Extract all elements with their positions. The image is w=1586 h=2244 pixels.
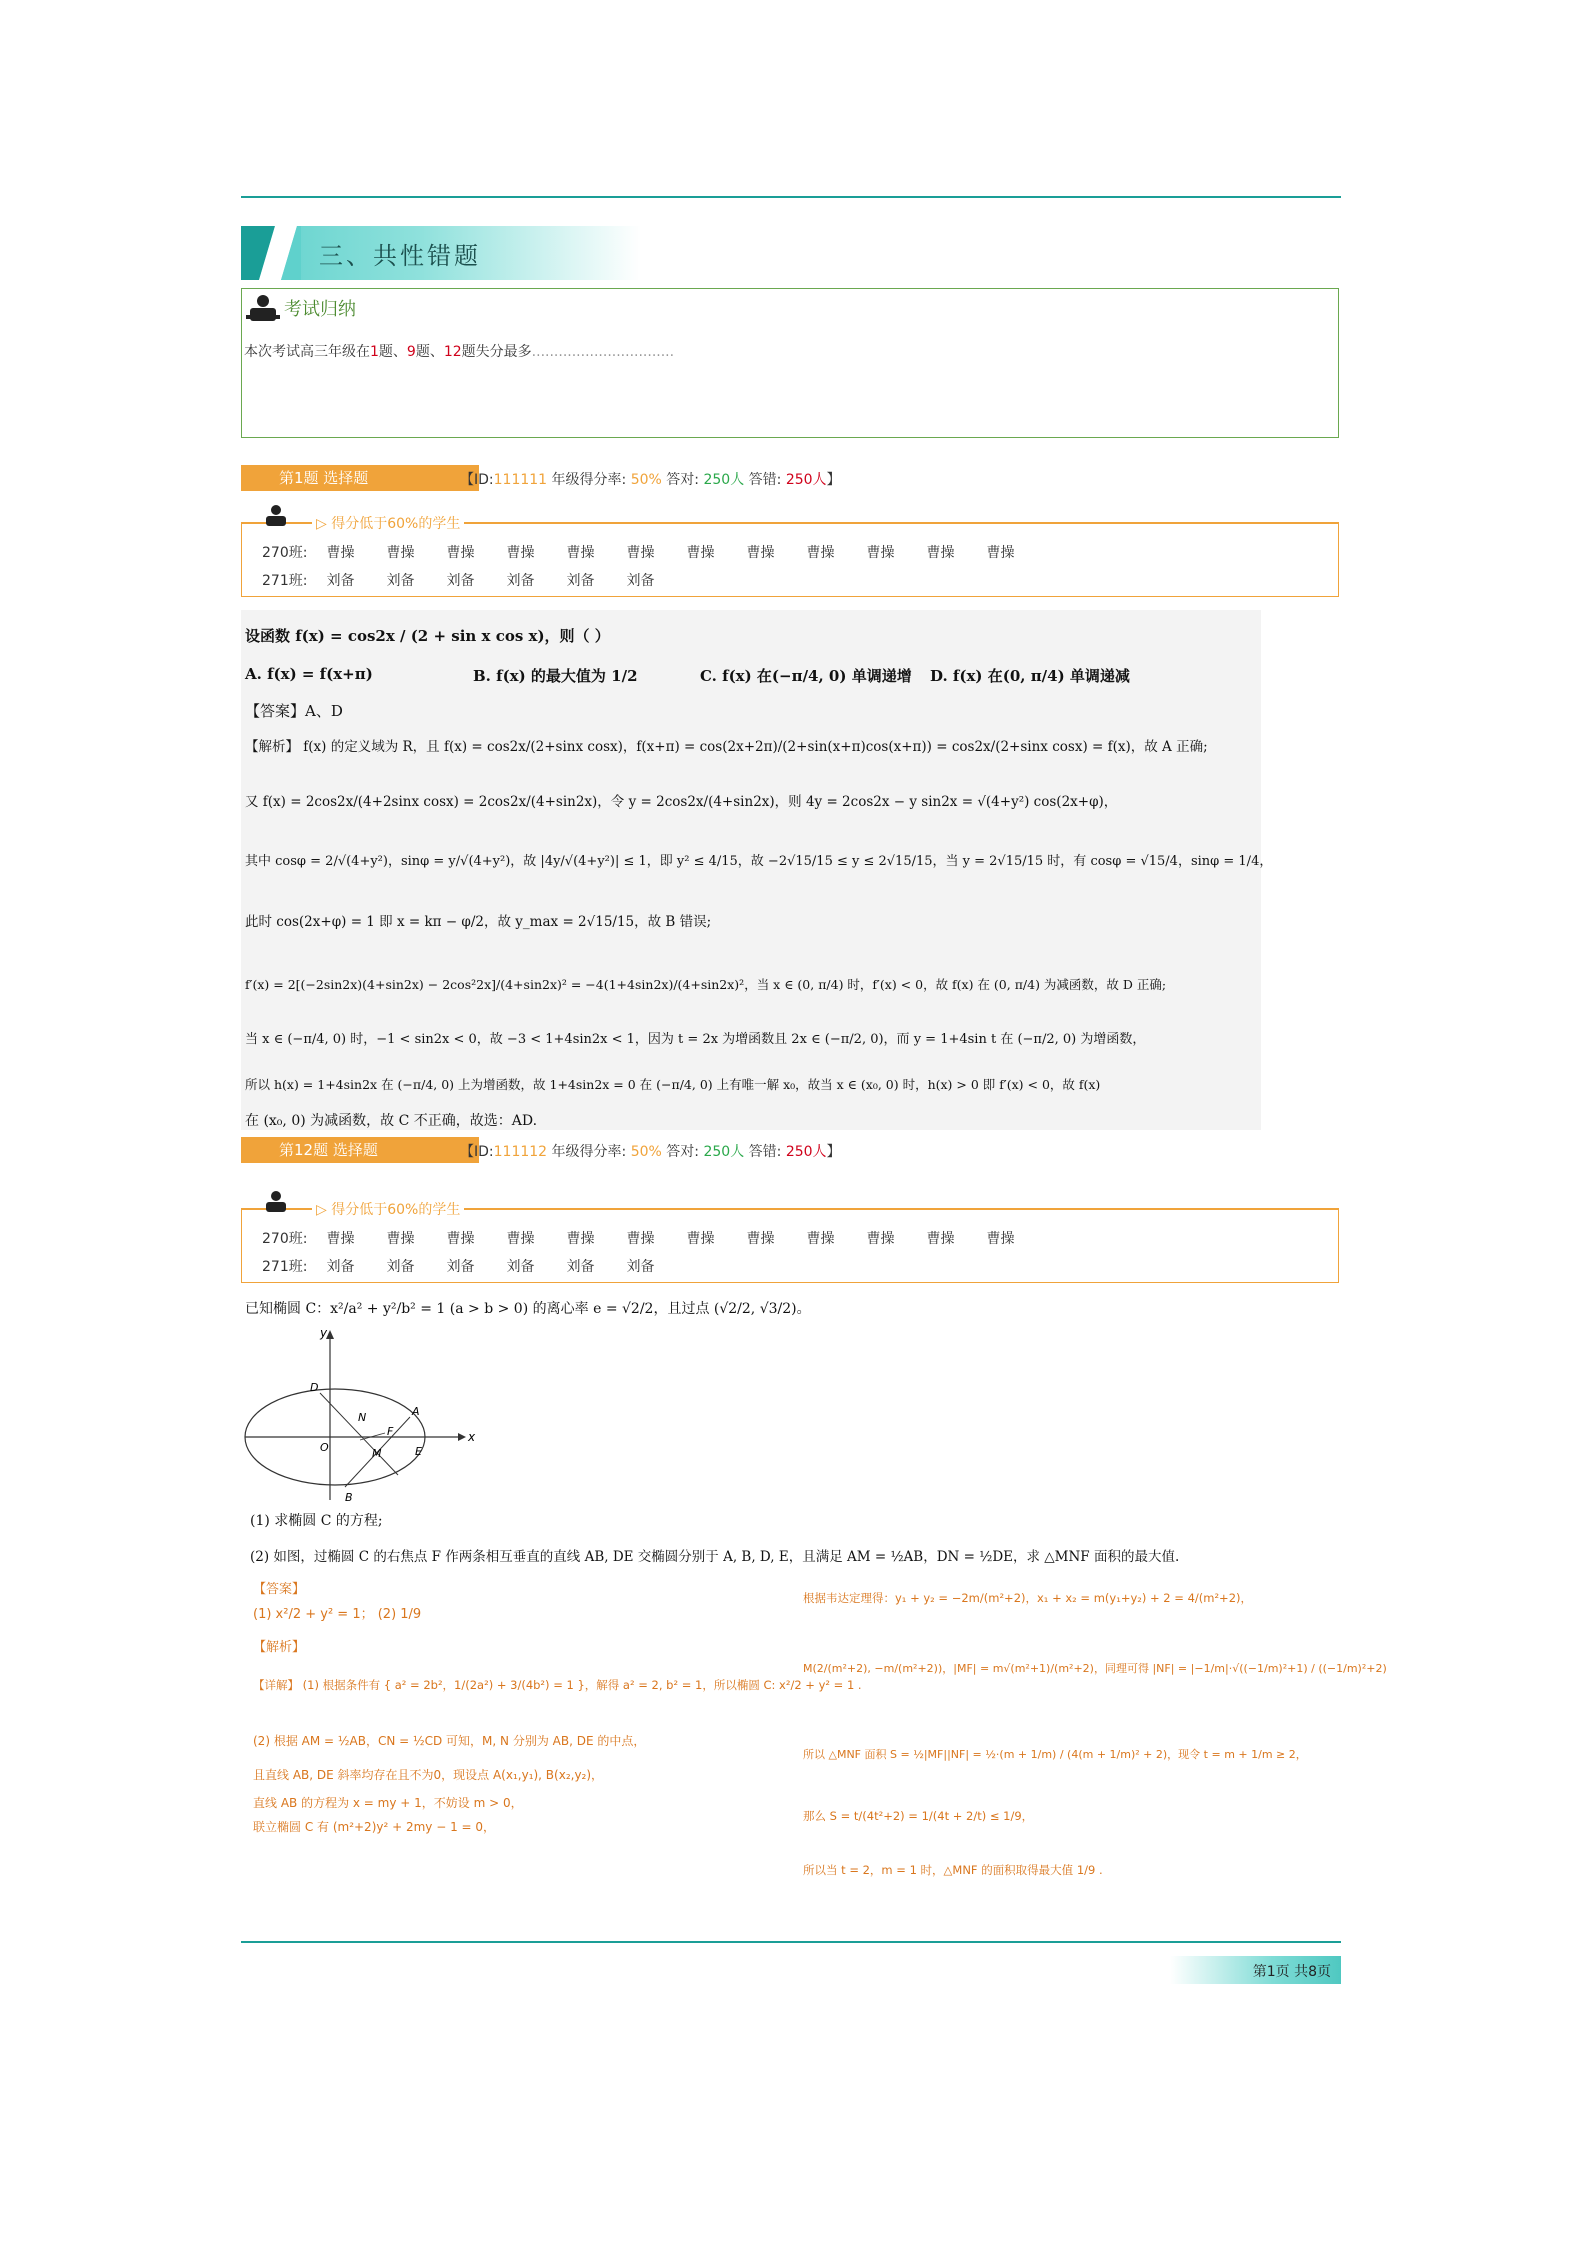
page-indicator: [1170, 1956, 1341, 1984]
q1-solution-line-5: f′(x) = 2[(−2sin2x)(4+sin2x) − 2cos²2x]/(4+sin2x)² = −4(1+4sin2x)/(4+sin2x)²，当 x ∈ (0, π/4) 时，f′(x) < 0，故 f(x) 在 (0, π/4) 为减函数，故 D 正确;: [245, 977, 1167, 992]
q1-solution-line-6: 当 x ∈ (−π/4, 0) 时，−1 < sin2x < 0，故 −3 < 1+4sin2x < 1，因为 t = 2x 为增函数且 2x ∈ (−π/2, 0)，而 y = 1+4sin t 在 (−π/2, 0) 为增函数，: [245, 1032, 1146, 1047]
q12-left-line-1: 【详解】 (1) 根据条件有 { a² = 2b²，1/(2a²) + 3/(4b²) = 1 }，解得 a² = 2, b² = 1，所以椭圆 C: x²/2 + y² = 1 .: [253, 1678, 862, 1692]
class-271-row: 271班: 刘备 刘备 刘备 刘备 刘备 刘备: [262, 573, 655, 589]
fig-label-a: A: [412, 1405, 420, 1418]
header-rule: [241, 196, 1341, 198]
summary-title: 考试归纳: [284, 299, 356, 320]
footer-rule: [241, 1941, 1341, 1943]
q12-analysis-head: 【解析】: [253, 1640, 306, 1655]
students-label: ▷ 得分低于60%的学生: [312, 513, 464, 533]
question-1-tag: 第1题 选择题: [241, 465, 479, 491]
question-12-tag: 第12题 选择题: [241, 1137, 479, 1163]
q12-left-line-2: (2) 根据 AM = ½AB，CN = ½CD 可知，M, N 分别为 AB, DE 的中点，: [253, 1734, 646, 1748]
fig-label-e: E: [415, 1445, 422, 1458]
q1-solution-line-4: 此时 cos(2x+φ) = 1 即 x = kπ − φ/2，故 y_max = 2√15/15，故 B 错误;: [245, 914, 712, 930]
fig-label-m: M: [372, 1447, 382, 1460]
q12-answer-head: 【答案】: [253, 1582, 306, 1597]
fig-label-y: y: [320, 1326, 328, 1340]
class-271-row: 271班: 刘备 刘备 刘备 刘备 刘备 刘备: [262, 1259, 655, 1275]
q1-option-d: D. f(x) 在(0, π/4) 单调递减: [930, 667, 1130, 685]
q1-solution-line-2: 又 f(x) = 2cos2x/(4+2sinx cosx) = 2cos2x/(4+sin2x)，令 y = 2cos2x/(4+sin2x)，则 4y = 2cos2x − y sin2x = √(4+y²) cos(2x+φ)，: [245, 794, 1118, 810]
q12-right-line-4: 那么 S = t/(4t²+2) = 1/(4t + 2/t) ≤ 1/9，: [803, 1809, 1034, 1823]
q12-right-line-3: 所以 △MNF 面积 S = ½|MF||NF| = ½·(m + 1/m) / (4(m + 1/m)² + 2)，现令 t = m + 1/m ≥ 2，: [803, 1748, 1307, 1761]
q1-solution-line-8: 在 (x₀, 0) 为减函数，故 C 不正确，故选：AD.: [245, 1113, 538, 1129]
q1-solution-line-7: 所以 h(x) = 1+4sin2x 在 (−π/4, 0) 上为增函数，故 1+4sin2x = 0 在 (−π/4, 0) 上有唯一解 x₀，故当 x ∈ (x₀, 0) 时，h(x) > 0 即 f′(x) < 0，故 f(x): [245, 1077, 1101, 1092]
ellipse-figure: [240, 1325, 480, 1505]
summary-text: 本次考试高三年级在1题、9题、12题失分最多................................: [244, 344, 675, 360]
q12-part-1: (1) 求椭圆 C 的方程;: [250, 1513, 383, 1529]
q1-option-b: B. f(x) 的最大值为 1/2: [473, 667, 638, 685]
exam-summary-box: [241, 288, 1339, 438]
question-12-meta: 【ID:111112 年级得分率: 50% 答对: 250人 答错: 250人】: [460, 1144, 841, 1160]
q12-right-line-5: 所以当 t = 2，m = 1 时，△MNF 的面积取得最大值 1/9 .: [803, 1863, 1103, 1877]
q1-solution-line-1: 【解析】 f(x) 的定义域为 R，且 f(x) = cos2x/(2+sinx cosx)，f(x+π) = cos(2x+2π)/(2+sin(x+π)cos(x+π)) = cos2x/(2+sinx cosx) = f(x)，故 A 正确;: [245, 739, 1208, 755]
q12-right-line-1: 根据韦达定理得：y₁ + y₂ = −2m/(m²+2)，x₁ + x₂ = m(y₁+y₂) + 2 = 4/(m²+2)，: [803, 1591, 1252, 1605]
q1-option-c: C. f(x) 在(−π/4, 0) 单调递增: [700, 667, 912, 685]
class-270-row: 270班: 曹操 曹操 曹操 曹操 曹操 曹操 曹操 曹操 曹操 曹操 曹操 曹操: [262, 1231, 1015, 1247]
fig-label-f: F: [387, 1425, 394, 1438]
q12-stem: 已知椭圆 C：x²/a² + y²/b² = 1 (a > b > 0) 的离心率 e = √2/2，且过点 (√2/2, √3/2)。: [245, 1301, 811, 1317]
fig-label-x: x: [468, 1430, 476, 1444]
fig-label-d: D: [310, 1381, 319, 1394]
section-title: 三、共性错题: [319, 242, 481, 270]
q12-part-2: (2) 如图，过椭圆 C 的右焦点 F 作两条相互垂直的直线 AB, DE 交椭圆分别于 A, B, D, E，且满足 AM = ½AB，DN = ½DE，求 △MNF 面积的最大值.: [250, 1549, 1180, 1565]
q1-answer: 【答案】A、D: [245, 702, 343, 720]
question-1-scan-area: [241, 610, 1261, 1130]
section-banner: [241, 226, 641, 280]
fig-label-n: N: [358, 1411, 367, 1424]
q1-option-a: A. f(x) = f(x+π): [245, 665, 373, 683]
q12-left-line-4: 直线 AB 的方程为 x = my + 1，不妨设 m > 0，: [253, 1796, 523, 1810]
q1-stem: 设函数 f(x) = cos2x / (2 + sin x cos x)，则（ ）: [245, 627, 610, 645]
q1-solution-line-3: 其中 cosφ = 2/√(4+y²)，sinφ = y/√(4+y²)，故 |4y/√(4+y²)| ≤ 1，即 y² ≤ 4/15，故 −2√15/15 ≤ y ≤ 2√15/15，当 y = 2√15/15 时，有 cosφ = √15/4，sinφ = 1/4，: [245, 854, 1273, 869]
q12-answer-body: (1) x²/2 + y² = 1； (2) 1/9: [253, 1607, 422, 1622]
q12-right-line-2: M(2/(m²+2), −m/(m²+2))，|MF| = m√(m²+1)/(m²+2)，同理可得 |NF| = |−1/m|·√((−1/m)²+1) / ((−1/m)²+2): [803, 1662, 1387, 1675]
student-group-icon: [260, 504, 292, 528]
student-group-icon: [260, 1190, 292, 1214]
banner-chevron-icon: [241, 226, 301, 280]
q12-left-line-5: 联立椭圆 C 有 (m²+2)y² + 2my − 1 = 0，: [253, 1820, 496, 1834]
class-270-row: 270班: 曹操 曹操 曹操 曹操 曹操 曹操 曹操 曹操 曹操 曹操 曹操 曹操: [262, 545, 1015, 561]
fig-label-o: O: [320, 1441, 329, 1454]
question-12-students-box: [241, 1202, 1339, 1283]
q12-left-line-3: 且直线 AB, DE 斜率均存在且不为0，现设点 A(x₁,y₁), B(x₂,y₂)，: [253, 1768, 604, 1782]
question-1-meta: 【ID:111111 年级得分率: 50% 答对: 250人 答错: 250人】: [460, 472, 841, 488]
page-number: 第1页 共8页: [1252, 1964, 1331, 1980]
question-1-students-box: [241, 516, 1339, 597]
teacher-icon: [246, 293, 280, 323]
fig-label-b: B: [345, 1491, 353, 1504]
students-label: ▷ 得分低于60%的学生: [312, 1199, 464, 1219]
